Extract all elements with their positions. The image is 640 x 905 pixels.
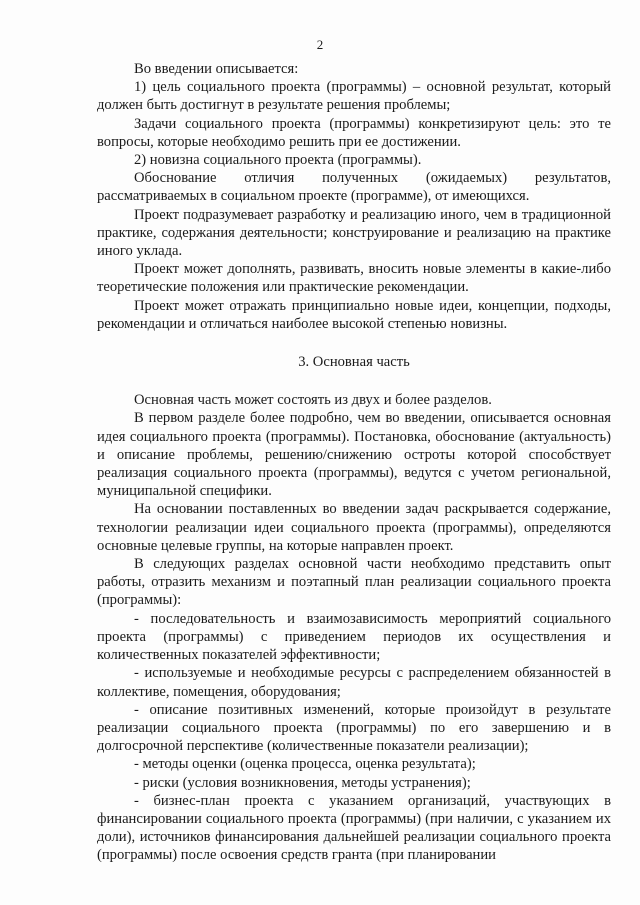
body-paragraph: В первом разделе более подробно, чем во введении, описывается основная идея социального проекта (программы). Постановка, обоснование (актуальность) и описание проблемы, решению/снижению остроты которой способствует реализация социального проекта (программы), ведутся с учетом региональной, муниципальной специфики.	[97, 410, 611, 500]
body-paragraph: В следующих разделах основной части необходимо представить опыт работы, отразить механизм и поэтапный план реализации социального проекта (программы):	[97, 556, 611, 609]
intro-paragraph: 1) цель социального проекта (программы) – основной результат, который должен быть достигнут в результате решения проблемы;	[97, 79, 611, 114]
list-item: - риски (условия возникновения, методы устранения);	[134, 774, 471, 791]
page-content	[97, 60, 611, 865]
list-item: - методы оценки (оценка процесса, оценка результата);	[134, 756, 476, 773]
intro-paragraph: Проект может дополнять, развивать, вносить новые элементы в какие-либо теоретические положения или практические рекомендации.	[97, 261, 611, 296]
page-number: 2	[316, 37, 324, 52]
body-paragraph: Основная часть может состоять из двух и более разделов.	[134, 392, 492, 409]
intro-paragraph: Проект может отражать принципиально новые идеи, концепции, подходы, рекомендации и отличаться наиболее высокой степенью новизны.	[97, 297, 611, 332]
intro-paragraph: Проект подразумевает разработку и реализацию иного, чем в традиционной практике, содержания деятельности; конструирование и реализацию на практике иного уклада.	[97, 206, 611, 260]
intro-paragraph: 2) новизна социального проекта (программы).	[134, 152, 422, 169]
intro-paragraph: Задачи социального проекта (программы) конкретизируют цель: это те вопросы, которые необходимо решить при ее достижении.	[97, 115, 611, 150]
intro-paragraph: Обоснование отличия полученных (ожидаемых) результатов, рассматриваемых в социальном проекте (программе), от имеющихся.	[97, 170, 611, 205]
body-paragraph: На основании поставленных во введении задач раскрывается содержание, технологии реализации идеи социального проекта (программы), определяются основные целевые группы, на которые направлен проект.	[97, 501, 611, 554]
section-heading: 3. Основная часть	[298, 354, 410, 371]
list-item: - бизнес-план проекта с указанием организаций, участвующих в финансировании социального проекта (программы) (при наличии, с указанием их доли), источников финансирования дальнейшей реализации социального проекта (программы) после освоения средств гранта (при планировании	[97, 792, 611, 864]
list-item: - последовательность и взаимозависимость мероприятий социального проекта (программы) с приведением периодов их осуществления и количественных показателей эффективности;	[97, 610, 611, 664]
list-item: - используемые и необходимые ресурсы с распределением обязанностей в коллективе, помещения, оборудования;	[97, 665, 611, 700]
list-item: - описание позитивных изменений, которые произойдут в результате реализации социального проекта (программы) по его завершению и в долгосрочной перспективе (количественные показатели реализации);	[97, 701, 611, 755]
intro-paragraph: Во введении описывается:	[134, 61, 299, 77]
